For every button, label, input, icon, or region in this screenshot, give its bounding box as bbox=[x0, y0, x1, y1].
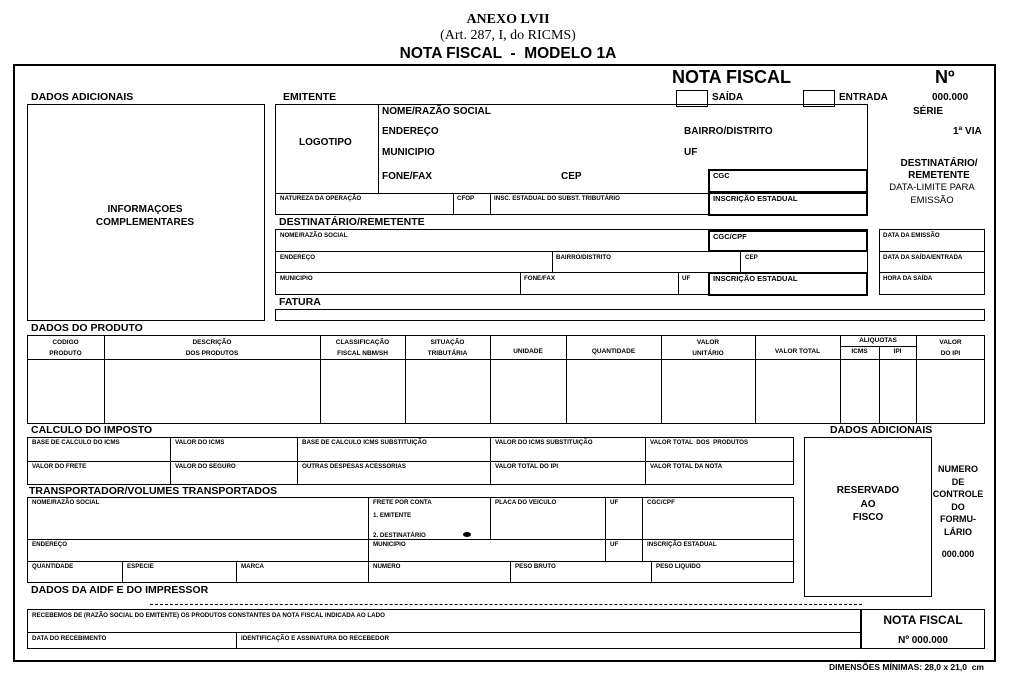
col-codigo-1: CODIGO bbox=[52, 339, 79, 346]
col-situacao-1: SITUAÇÃO bbox=[430, 339, 465, 346]
base-icms-label: BASE DE CALCULO DO ICMS bbox=[32, 439, 120, 446]
dest-uf-label: UF bbox=[682, 275, 691, 282]
emitente-cgc-field[interactable] bbox=[708, 169, 868, 193]
canhoto-nf-number: Nº 000.000 bbox=[898, 635, 948, 646]
valor-icms-subst-label: VALOR DO ICMS SUBSTITUIÇÃO bbox=[495, 439, 593, 446]
valor-seguro-label: VALOR DO SEGURO bbox=[175, 463, 236, 470]
placa-label: PLACA DO VEICULO bbox=[495, 499, 557, 506]
col-valor-total: VALOR TOTAL bbox=[774, 348, 821, 355]
dest-cep-label: CEP bbox=[745, 254, 758, 261]
controle-line-1: NUMERO bbox=[938, 464, 978, 474]
emitente-uf-label: UF bbox=[684, 147, 698, 158]
col-codigo-2: PRODUTO bbox=[49, 350, 82, 357]
transp-cgc-label: CGC/CPF bbox=[647, 499, 675, 506]
marca-label: MARCA bbox=[241, 563, 265, 570]
peso-bruto-label: PESO BRUTO bbox=[515, 563, 556, 570]
col-quantidade: QUANTIDADE bbox=[591, 348, 636, 355]
reservado-line-1: RESERVADO bbox=[836, 485, 900, 496]
controle-line-3: CONTROLE bbox=[932, 489, 984, 499]
emitente-municipio-label: MUNICIPIO bbox=[382, 147, 435, 158]
transp-nome-label: NOME/RAZÃO SOCIAL bbox=[32, 499, 100, 506]
emitente-insc-label: INSCRIÇÃO ESTADUAL bbox=[713, 194, 798, 203]
dest-endereco-label: ENDEREÇO bbox=[280, 254, 316, 261]
fatura-title: FATURA bbox=[279, 296, 321, 308]
col-valor-unitario-1: VALOR bbox=[696, 339, 720, 346]
dest-fone-label: FONE/FAX bbox=[524, 275, 555, 282]
controle-line-5: FORMU- bbox=[940, 514, 976, 524]
destinatario-title: DESTINATÁRIO/REMETENTE bbox=[279, 216, 425, 228]
logotipo-label: LOGOTIPO bbox=[299, 137, 352, 148]
dimensoes-label: DIMENSÕES MÍNIMAS: 28,0 x 21,0 cm bbox=[829, 662, 984, 672]
nf-number: 000.000 bbox=[932, 92, 969, 103]
data-emissao-label: DATA DA EMISSÃO bbox=[883, 232, 940, 239]
tear-line bbox=[150, 604, 862, 605]
dest-rem-label: DESTINATÁRIO/ REMETENTE bbox=[900, 158, 978, 181]
fatura-box[interactable] bbox=[275, 309, 985, 321]
valor-icms-label: VALOR DO ICMS bbox=[175, 439, 225, 446]
col-unidade: UNIDADE bbox=[513, 348, 543, 355]
col-descricao-1: DESCRIÇÃO bbox=[192, 339, 232, 346]
emitente-endereco-label: ENDEREÇO bbox=[382, 126, 439, 137]
col-valor-ipi-1: VALOR bbox=[939, 339, 962, 346]
natureza-label: NATUREZA DA OPERAÇÃO bbox=[280, 195, 362, 202]
col-ipi: IPI bbox=[893, 348, 902, 355]
base-subst-label: BASE DE CALCULO ICMS SUBSTITUIÇÃO bbox=[302, 439, 427, 446]
imposto-title: CALCULO DO IMPOSTO bbox=[31, 424, 153, 436]
transp-uf2-label: UF bbox=[610, 541, 619, 548]
col-situacao-2: TRIBUTÁRIA bbox=[427, 350, 468, 357]
article-reference: (Art. 287, I, do RICMS) bbox=[440, 28, 576, 43]
identificacao-label: IDENTIFICAÇÃO E ASSINATURA DO RECEBEDOR bbox=[241, 635, 389, 642]
dados-adicionais-title: DADOS ADICIONAIS bbox=[31, 91, 134, 103]
transp-municipio-label: MUNICIPIO bbox=[373, 541, 406, 548]
saida-label: SAÍDA bbox=[712, 92, 744, 103]
entrada-label: ENTRADA bbox=[839, 92, 888, 103]
valor-total-ipi-label: VALOR TOTAL DO IPI bbox=[495, 463, 559, 470]
transportador-title: TRANSPORTADOR/VOLUMES TRANSPORTADOS bbox=[29, 485, 278, 497]
dados-adicionais-2-title: DADOS ADICIONAIS bbox=[830, 424, 933, 436]
col-aliquotas: ALIQUOTAS bbox=[859, 337, 897, 344]
serie-label: SÉRIE bbox=[913, 106, 944, 117]
frete-emitente: 1. EMITENTE bbox=[373, 512, 412, 519]
transp-insc-label: INSCRIÇÃO ESTADUAL bbox=[647, 541, 717, 548]
dest-bairro-label: BAIRRO/DISTRITO bbox=[556, 254, 611, 261]
emitente-cep-label: CEP bbox=[561, 171, 582, 182]
annex-title: ANEXO LVII bbox=[466, 12, 550, 27]
data-saida-label: DATA DA SAÍDA/ENTRADA bbox=[883, 254, 963, 261]
controle-line-2: DE bbox=[951, 476, 965, 487]
frete-label: FRETE POR CONTA bbox=[373, 499, 432, 506]
outras-despesas-label: OUTRAS DESPESAS ACESSORIAS bbox=[302, 463, 406, 470]
especie-label: ESPECIE bbox=[127, 563, 154, 570]
controle-line-6: LÁRIO bbox=[944, 526, 972, 537]
nf-title: NOTA FISCAL bbox=[672, 67, 791, 87]
transportador-box bbox=[27, 497, 794, 583]
dest-insc-label: INSCRIÇÃO ESTADUAL bbox=[713, 274, 798, 283]
col-classificacao-1: CLASSIFICAÇÃO bbox=[335, 339, 390, 346]
reservado-line-3: FISCO bbox=[852, 512, 884, 523]
emitente-cgc-label: CGC bbox=[713, 171, 730, 180]
form-title: NOTA FISCAL - MODELO 1A bbox=[399, 45, 617, 62]
dest-nome-label: NOME/RAZÃO SOCIAL bbox=[280, 232, 348, 239]
aidf-title: DADOS DA AIDF E DO IMPRESSOR bbox=[31, 584, 209, 596]
col-classificacao-2: FISCAL NBM/SH bbox=[337, 350, 388, 357]
transp-endereco-label: ENDEREÇO bbox=[32, 541, 68, 548]
frete-radio-dot[interactable] bbox=[463, 532, 471, 537]
nf-number-label: Nº bbox=[935, 67, 955, 87]
emitente-bairro-label: BAIRRO/DISTRITO bbox=[684, 126, 773, 137]
quantidade-label: QUANTIDADE bbox=[32, 563, 74, 570]
valor-total-produtos-label: VALOR TOTAL DOS PRODUTOS bbox=[650, 439, 749, 446]
frete-destinatario: 2. DESTINATÁRIO bbox=[373, 532, 426, 539]
data-limite-label: DATA-LIMITE PARA EMISSÃO bbox=[889, 182, 975, 206]
peso-liquido-label: PESO LIQUIDO bbox=[656, 563, 701, 570]
col-descricao-2: DOS PRODUTOS bbox=[185, 350, 239, 357]
produto-title: DADOS DO PRODUTO bbox=[31, 322, 143, 334]
col-icms: ICMS bbox=[851, 348, 868, 355]
valor-total-nota-label: VALOR TOTAL DA NOTA bbox=[650, 463, 723, 470]
transp-uf-label: UF bbox=[610, 499, 619, 506]
data-recebimento-label: DATA DO RECEBIMENTO bbox=[32, 635, 107, 642]
controle-number: 000.000 bbox=[941, 549, 975, 559]
numero-label: NUMERO bbox=[373, 563, 401, 570]
emitente-fone-label: FONE/FAX bbox=[382, 171, 433, 182]
cfop-label: CFOP bbox=[457, 195, 475, 202]
insc-subst-label: INSC. ESTADUAL DO SUBST. TRIBUTÁRIO bbox=[494, 195, 620, 202]
dest-municipio-label: MUNICIPIO bbox=[280, 275, 313, 282]
controle-line-4: DO bbox=[951, 501, 965, 512]
dest-cgc-label: CGC/CPF bbox=[713, 232, 747, 241]
reservado-line-2: AO bbox=[860, 498, 876, 510]
canhoto-nf-title: NOTA FISCAL bbox=[883, 613, 963, 627]
col-valor-ipi-2: DO IPI bbox=[940, 350, 961, 357]
recebemos-label: RECEBEMOS DE (RAZÃO SOCIAL DO EMITENTE) OS PRODUTOS CONSTANTES DA NOTA FISCAL INDICADA AO LADO bbox=[32, 612, 385, 619]
valor-frete-label: VALOR DO FRETE bbox=[32, 463, 87, 470]
emitente-nome-label: NOME/RAZÃO SOCIAL bbox=[382, 106, 491, 117]
hora-saida-label: HORA DA SAÍDA bbox=[883, 275, 933, 282]
info-complementares-label: INFORMAÇOES COMPLEMENTARES bbox=[95, 204, 195, 228]
emitente-title: EMITENTE bbox=[283, 91, 337, 103]
via-label: 1ª VIA bbox=[953, 126, 982, 137]
col-valor-unitario-2: UNITÁRIO bbox=[692, 350, 724, 357]
